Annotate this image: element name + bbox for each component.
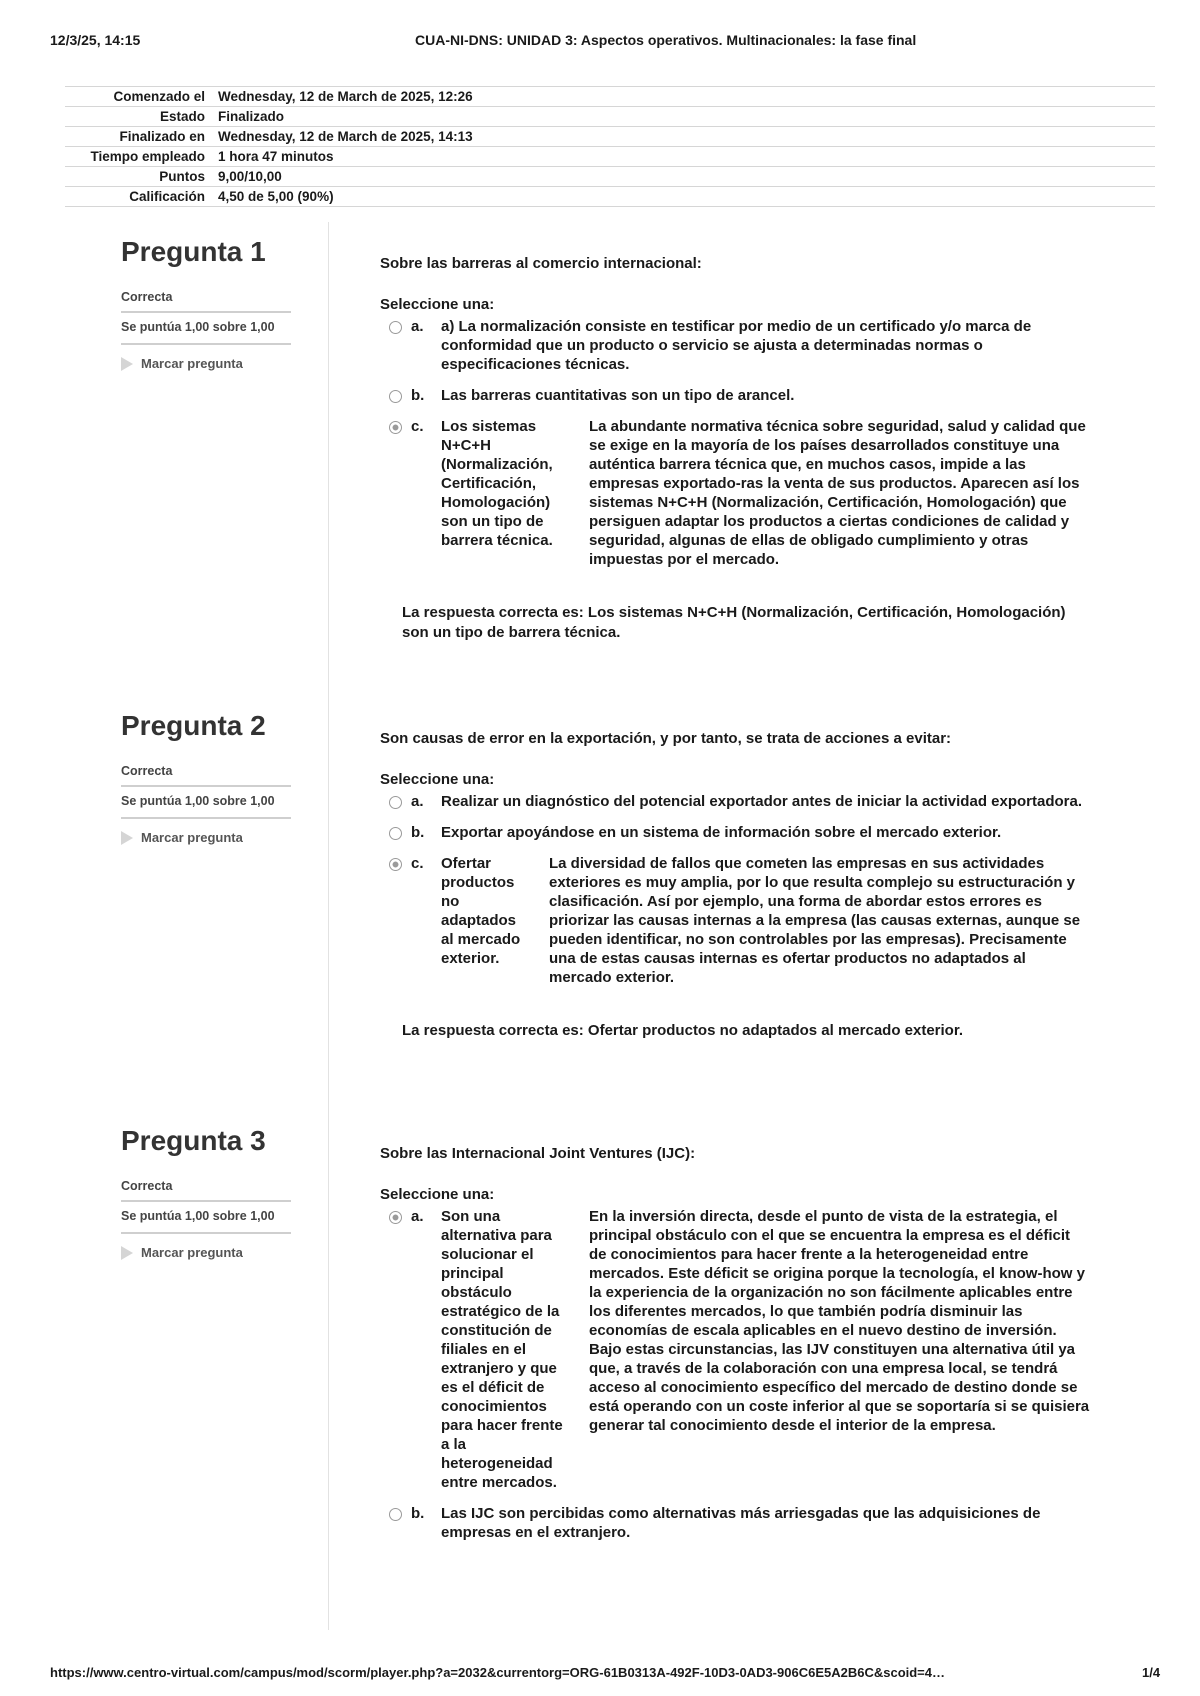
answer-option[interactable] bbox=[380, 823, 1090, 842]
flag-icon bbox=[121, 1246, 133, 1260]
answer-option-selected[interactable] bbox=[380, 854, 1090, 987]
answer-feedback: En la inversión directa, desde el punto de vista de la estrategia, el principal obstáculo con el que se encuentra la empresa es el déficit de conocimientos para hacer frente a la heterogeneidad entre mercados. Este déficit se origina porque la tecnología, el know-how y la experiencia de la organización no son fácilmente aplicables entre los diferentes mercados, lo que también podría disminuir las economías de escala aplicables en el nuevo destino de inversión. Bajo estas circunstancias, las IJV constituyen una alternativa útil ya que, a través de la colaboración con una empresa local, se tendrá acceso al conocimiento específico del mercado de destino donde se está operando con un coste inferior al que se soportaría si se quisiera generar tal conocimiento desde el interior de la empresa. bbox=[589, 1208, 1090, 1434]
page-number: 1/4 bbox=[1142, 1665, 1161, 1680]
answer-text: Las barreras cuantitativas son un tipo de arancel. bbox=[441, 387, 795, 404]
summary-value: 1 hora 47 minutos bbox=[213, 147, 1155, 167]
summary-label: Tiempo empleado bbox=[65, 147, 213, 167]
answer-prompt: Seleccione una: bbox=[380, 771, 495, 788]
summary-row bbox=[65, 147, 1155, 167]
summary-label: Calificación bbox=[65, 187, 213, 207]
summary-value: 4,50 de 5,00 (90%) bbox=[213, 187, 1155, 207]
question-text: Sobre las Internacional Joint Ventures (IJC): bbox=[380, 1145, 696, 1162]
answer-letter: b. bbox=[411, 824, 425, 841]
summary-value: Wednesday, 12 de March de 2025, 12:26 bbox=[213, 87, 1155, 107]
summary-row bbox=[65, 87, 1155, 107]
question-content-3 bbox=[380, 1145, 1090, 1554]
answer-option[interactable] bbox=[380, 317, 1090, 374]
answer-option-selected[interactable] bbox=[380, 1207, 1090, 1492]
question-info-2 bbox=[121, 710, 291, 845]
answer-text: Exportar apoyándose en un sistema de información sobre el mercado exterior. bbox=[441, 824, 1002, 841]
question-state: Correcta bbox=[121, 290, 291, 313]
question-grade: Se puntúa 1,00 sobre 1,00 bbox=[121, 313, 291, 345]
question-title: Pregunta 2 bbox=[121, 710, 266, 741]
attempt-summary bbox=[65, 86, 1155, 207]
summary-row bbox=[65, 167, 1155, 187]
answer-text: a) La normalización consiste en testificar por medio de un certificado y/o marca de conformidad que un producto o servicio se ajusta a determinadas normas o especificaciones técnicas. bbox=[441, 318, 1032, 373]
question-info-3 bbox=[121, 1125, 291, 1260]
radio-button-checked[interactable] bbox=[389, 421, 402, 434]
question-state: Correcta bbox=[121, 1179, 291, 1202]
summary-value: Finalizado bbox=[213, 107, 1155, 127]
page-title: CUA-NI-DNS: UNIDAD 3: Aspectos operativos. Multinacionales: la fase final bbox=[415, 32, 917, 48]
radio-button[interactable] bbox=[389, 321, 402, 334]
summary-value: Wednesday, 12 de March de 2025, 14:13 bbox=[213, 127, 1155, 147]
radio-button[interactable] bbox=[389, 827, 402, 840]
summary-label: Finalizado en bbox=[65, 127, 213, 147]
question-info-1 bbox=[121, 236, 291, 371]
print-datetime: 12/3/25, 14:15 bbox=[50, 32, 141, 48]
answer-letter: c. bbox=[411, 855, 424, 872]
question-title: Pregunta 3 bbox=[121, 1125, 266, 1156]
question-text: Son causas de error en la exportación, y por tanto, se trata de acciones a evitar: bbox=[380, 730, 952, 747]
question-state: Correcta bbox=[121, 764, 291, 787]
answer-text: Realizar un diagnóstico del potencial exportador antes de iniciar la actividad exportadora. bbox=[441, 793, 1083, 810]
answer-prompt: Seleccione una: bbox=[380, 1186, 495, 1203]
question-content-1 bbox=[380, 255, 1090, 643]
summary-row bbox=[65, 127, 1155, 147]
footer-url: https://www.centro-virtual.com/campus/mod/scorm/player.php?a=2032&currentorg=ORG-61B0313A-492F-10D3-0AD3-906C6E5A2B6C&scoid=4… bbox=[50, 1665, 946, 1680]
answer-text: Los sistemas N+C+H (Normalización, Certificación, Homologación) son un tipo de barrera técnica. bbox=[441, 418, 553, 549]
answer-letter: a. bbox=[411, 793, 424, 810]
answer-text: Son una alternativa para solucionar el principal obstáculo estratégico de la constitución de filiales en el extranjero y que es el déficit de conocimientos para hacer frente a la heterogeneidad entre mercados. bbox=[441, 1208, 563, 1491]
flag-question-label: Marcar pregunta bbox=[141, 1245, 243, 1260]
answer-prompt: Seleccione una: bbox=[380, 296, 495, 313]
summary-row bbox=[65, 107, 1155, 127]
answer-letter: a. bbox=[411, 1208, 424, 1225]
radio-button[interactable] bbox=[389, 390, 402, 403]
flag-question-button[interactable] bbox=[121, 830, 291, 845]
answer-letter: b. bbox=[411, 1505, 425, 1522]
answer-feedback: La abundante normativa técnica sobre seguridad, salud y calidad que se exige en la mayoría de los países desarrollados constituye una auténtica barrera técnica que, en muchos casos, impide a las empresas exportado-ras la venta de sus productos. Aparecen así los sistemas N+C+H (Normalización, Certificación, Homologación) que persiguen adaptar los productos a ciertas condiciones de calidad y seguridad, algunas de ellas de obligado cumplimiento y otras impuestas por el mercado. bbox=[589, 418, 1086, 568]
summary-value: 9,00/10,00 bbox=[213, 167, 1155, 187]
question-content-2 bbox=[380, 730, 1090, 1041]
answer-option[interactable] bbox=[380, 792, 1090, 811]
answer-text: Ofertar productos no adaptados al mercado exterior. bbox=[441, 855, 521, 967]
summary-label: Comenzado el bbox=[65, 87, 213, 107]
answer-letter: b. bbox=[411, 387, 425, 404]
summary-label: Puntos bbox=[65, 167, 213, 187]
answer-option-selected[interactable] bbox=[380, 417, 1090, 569]
question-title: Pregunta 1 bbox=[121, 236, 266, 267]
flag-icon bbox=[121, 357, 133, 371]
flag-question-button[interactable] bbox=[121, 356, 291, 371]
answer-letter: a. bbox=[411, 318, 424, 335]
radio-button[interactable] bbox=[389, 1508, 402, 1521]
question-text: Sobre las barreras al comercio internacional: bbox=[380, 255, 702, 272]
answer-letter: c. bbox=[411, 418, 424, 435]
answer-feedback: La diversidad de fallos que cometen las empresas en sus actividades exteriores es muy amplia, por lo que resulta complejo su estructuración y clasificación. Así por ejemplo, una forma de abordar estos errores es priorizar las causas internas a la empresa (las causas externas, aunque se pueden identificar, no son controlables por las empresas). Precisamente una de estas causas internas es ofertar productos no adaptados al mercado exterior. bbox=[549, 855, 1081, 986]
answer-option[interactable] bbox=[380, 386, 1090, 405]
question-grade: Se puntúa 1,00 sobre 1,00 bbox=[121, 1202, 291, 1234]
summary-row bbox=[65, 187, 1155, 207]
radio-button[interactable] bbox=[389, 796, 402, 809]
answer-option[interactable] bbox=[380, 1504, 1090, 1542]
question-grade: Se puntúa 1,00 sobre 1,00 bbox=[121, 787, 291, 819]
flag-question-label: Marcar pregunta bbox=[141, 356, 243, 371]
correct-answer: La respuesta correcta es: Los sistemas N+C+H (Normalización, Certificación, Homologación) son un tipo de barrera técnica. bbox=[402, 604, 1066, 641]
column-divider bbox=[328, 222, 329, 1630]
radio-button-checked[interactable] bbox=[389, 858, 402, 871]
flag-question-label: Marcar pregunta bbox=[141, 830, 243, 845]
radio-button-checked[interactable] bbox=[389, 1211, 402, 1224]
correct-answer: La respuesta correcta es: Ofertar productos no adaptados al mercado exterior. bbox=[402, 1022, 964, 1039]
summary-label: Estado bbox=[65, 107, 213, 127]
flag-question-button[interactable] bbox=[121, 1245, 291, 1260]
answer-text: Las IJC son percibidas como alternativas más arriesgadas que las adquisiciones de empresas en el extranjero. bbox=[441, 1505, 1041, 1541]
flag-icon bbox=[121, 831, 133, 845]
